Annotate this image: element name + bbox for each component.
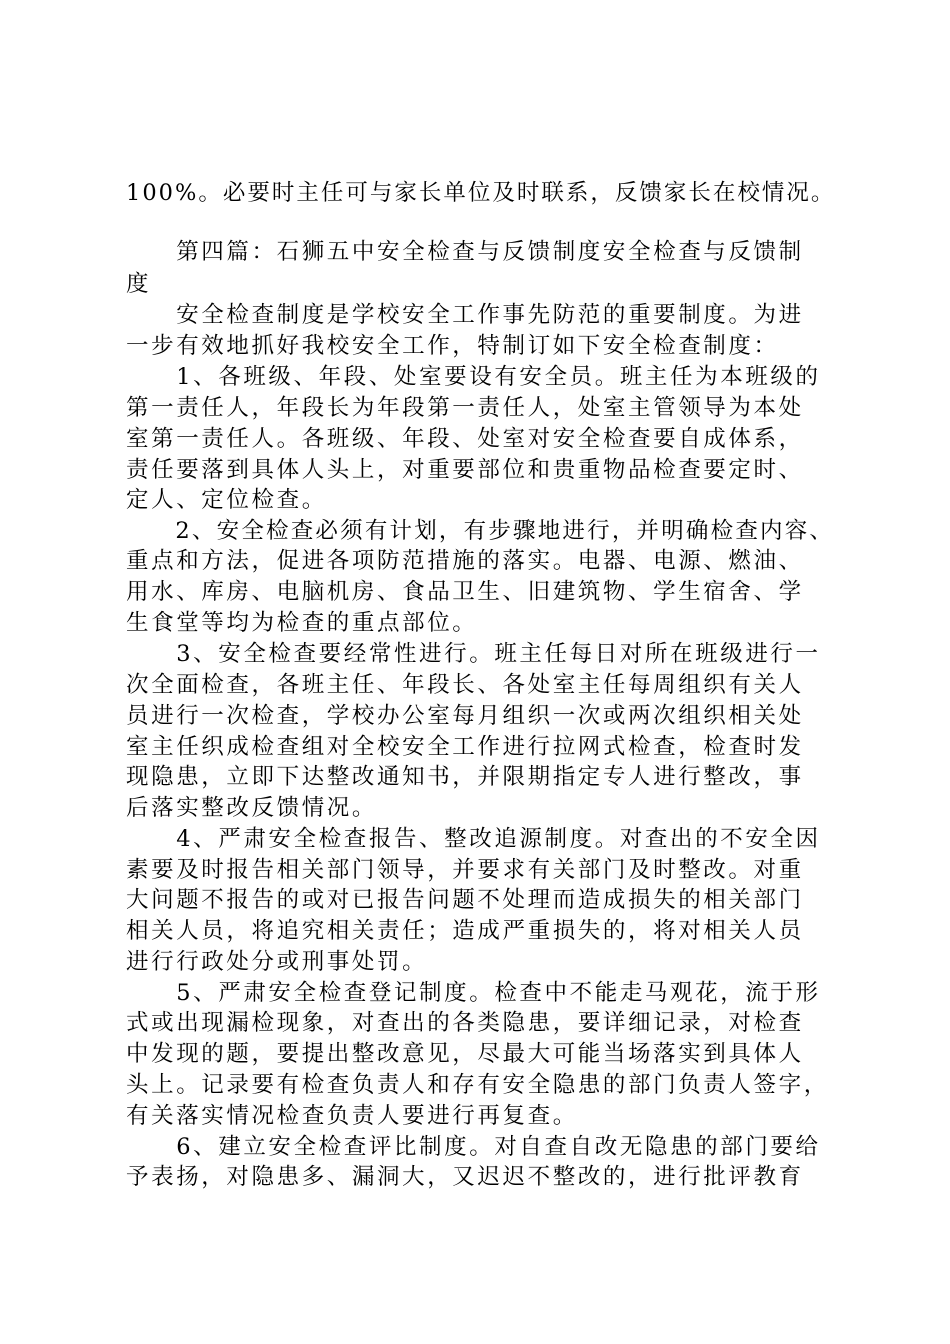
text-line: 式或出现漏检现象，对查出的各类隐患，要详细记录，对检查 [126,1010,804,1036]
text-line: 2、安全检查必须有计划，有步骤地进行，并明确检查内容、 [126,518,835,544]
text-line: 有关落实情况检查负责人要进行再复查。 [126,1103,578,1129]
section-title-line: 度 [126,271,152,297]
text-line: 100%。必要时主任可与家长单位及时联系，反馈家长在校情况。 [126,180,836,206]
text-line: 第一责任人，年段长为年段第一责任人，处室主管领导为本处 [126,395,804,421]
section-title-line: 第四篇：石狮五中安全检查与反馈制度安全检查与反馈制 [126,239,804,265]
text-line: 4、严肃安全检查报告、整改追源制度。对查出的不安全因 [126,826,821,852]
text-line: 头上。记录要有检查负责人和存有安全隐患的部门负责人签字， [126,1072,829,1098]
text-line: 现隐患，立即下达整改通知书，并限期指定专人进行整改，事 [126,764,804,790]
text-line: 安全检查制度是学校安全工作事先防范的重要制度。为进 [126,302,804,328]
text-line: 进行行政处分或刑事处罚。 [126,949,428,975]
text-line: 责任要落到具体人头上，对重要部位和贵重物品检查要定时、 [126,457,804,483]
text-line: 予表扬，对隐患多、漏洞大，又迟迟不整改的，进行批评教育 [126,1164,804,1190]
text-line: 次全面检查，各班主任、年段长、各处室主任每周组织有关人 [126,672,804,698]
text-line: 一步有效地抓好我校安全工作，特制订如下安全检查制度： [126,333,779,359]
text-line: 重点和方法，促进各项防范措施的落实。电器、电源、燃油、 [126,548,804,574]
text-line: 6、建立安全检查评比制度。对自查自改无隐患的部门要给 [126,1134,821,1160]
text-line: 室第一责任人。各班级、年段、处室对安全检查要自成体系， [126,426,804,452]
text-line: 生食堂等均为检查的重点部位。 [126,610,478,636]
text-line: 大问题不报告的或对已报告问题不处理而造成损失的相关部门 [126,887,804,913]
text-line: 中发现的题，要提出整改意见，尽最大可能当场落实到具体人 [126,1041,804,1067]
text-line: 1、各班级、年段、处室要设有安全员。班主任为本班级的 [126,364,821,390]
text-line: 定人、定位检查。 [126,487,327,513]
text-line: 员进行一次检查，学校办公室每月组织一次或两次组织相关处 [126,703,804,729]
text-line: 用水、库房、电脑机房、食品卫生、旧建筑物、学生宿舍、学 [126,579,804,605]
text-line: 后落实整改反馈情况。 [126,795,378,821]
text-line: 相关人员，将追究相关责任；造成严重损失的，将对相关人员 [126,918,804,944]
text-line: 3、安全检查要经常性进行。班主任每日对所在班级进行一 [126,641,821,667]
text-line: 室主任织成检查组对全校安全工作进行拉网式检查，检查时发 [126,734,804,760]
text-line: 素要及时报告相关部门领导，并要求有关部门及时整改。对重 [126,857,804,883]
text-line: 5、严肃安全检查登记制度。检查中不能走马观花，流于形 [126,980,821,1006]
